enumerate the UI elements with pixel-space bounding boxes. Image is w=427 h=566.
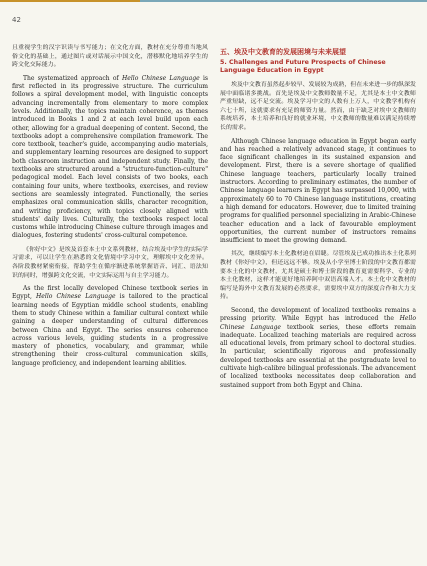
english-paragraph-4: Second, the development of localized textbooks remains a pressing priority. While Egypt has introduced the Hello Chinese Language textbook series, these efforts remain inadequate. Localized teaching materials are required across all educational levels, from primary school to doctoral studies. In particular, scientifically rigorous and professionally developed textbooks are essential at the postgraduate level to cultivate high-calibre bilingual professionals. The advancement of localized textbooks necessitates deep collaboration and sustained support from both Egypt and China. (220, 306, 416, 389)
book-title: Hello Chinese Language (220, 315, 416, 331)
book-title: Hello Chinese Language (122, 74, 200, 82)
left-column (12, 44, 208, 373)
chinese-paragraph-2: 《你好中文》是埃及首套本土中文系列教材，结合埃及中学生的实际学习需求，可以让学生在熟悉的文化情境中学习中文，理解埃中文化差异。各阶段教材紧密衔接，帮助学生在循序渐进系统掌握语音、词汇、语法知识的同时，增强跨文化交流，中文实际运用与自主学习能力。 (12, 246, 208, 279)
chinese-paragraph-4: 其次，继续编写本土化教材迫在眉睫。尽管埃及已成功推出本土化系列教材《你好中文》，但还远远不够。埃及从小学至博士阶段的中文教育都需要本土化的中文教材，尤其是硕士和博士阶段的教育更需要科学、专业的本土化教材，这样才能更好地培养阿中双语高端人才。本土化中文教材的编写是海外中文教育发展的必然要求，需要埃中双方的深度合作和大力支持。 (220, 251, 416, 301)
chinese-paragraph-1: 且重视学生的汉字识读与书写能力；在文化方面，教材在充分尊重当地风俗文化的基础上，通过图片或对话展示中国文化，潜移默化地培养学生的跨文化交际能力。 (12, 45, 208, 69)
blue-accent-line (140, 0, 427, 2)
english-paragraph-1: The systematized approach of Hello Chinese Language is first reflected in its progressive structure. The curriculum follows a spiral development model, with linguistic concepts advancing incrementally from elementary to more complex levels. Additionally, the topics maintain coherence, as themes introduced in Books 1 and 2 at each level build upon each other, allowing for a gradual deepening of content. Second, the textbooks adopt a comprehensive compilation framework. The core textbook, teacher's guide, accompanying audio materials, and supplementary learning resources are designed to support both classroom instruction and independent study. Finally, the textbooks are structured around a "structure-function-culture" pedagogical model. Each level consists of two books, each containing four units, where textbooks, exercises, and review sections are seamlessly integrated. Functionally, the series emphasizes oral communication skills, character recognition, and writing proficiency, with topics closely aligned with students' daily lives. Culturally, the textbooks respect local customs while introducing Chinese culture through images and dialogues, fostering students' cross-cultural competence. (12, 74, 209, 240)
english-paragraph-3: Although Chinese language education in Egypt began early and has reached a relatively advanced stage, it continues to face significant challenges in its sustained expansion and development. First, there is a severe shortage of qualified Chinese language teachers, particularly locally trained instructors. According to preliminary estimates, the number of Chinese language learners in Egypt has surpassed 10,000, with approximately 60 to 70 Chinese language institutions, creating a high demand for educators. However, due to limited training programs for qualified personnel specializing in Arabic-Chinese teacher education and a lack of favourable employment opportunities, the current number of instructors remains insufficient to meet the growing demand. (220, 137, 416, 245)
section-heading-chinese: 五、埃及中文教育的发展困境与未来展望 (220, 48, 346, 56)
top-decorative-bar (0, 0, 427, 14)
english-paragraph-2: As the first locally developed Chinese textbook series in Egypt, Hello Chinese Language is tailored to the practical learning needs of Egyptian middle school students, enabling them to study Chinese within a familiar cultural context while gaining a deeper understanding of cultural differences between China and Egypt. The series ensures coherence across various levels, guiding students in a progressive mastery of phonetics, vocabulary, and grammar, while strengthening their cross-cultural communication skills, language proficiency, and independent learning abilities. (12, 285, 208, 367)
book-title: Hello Chinese Language (36, 293, 116, 301)
right-column (220, 47, 416, 395)
chinese-paragraph-3: 埃及中文教育虽然起步较早、发展较为成熟，但在未来进一步的纵深发展中面临诸多挑战。首先是埃及中文教师数量不足，尤其是本土中文教师严重短缺，远不足交流。埃及学习中文的人数有上万人，中文教学机构有六七十所，这就要求有充足的师资力量。然而，由于缺乏对埃中文教师的系统培养，本土培养和良好的就业环境，中文教师的数量难以满足持续增长的需求。 (220, 82, 416, 131)
section-heading-english: 5. Challenges and Future Prospects of Chinese Language Education in Egypt (220, 59, 386, 74)
gold-accent-line (0, 0, 140, 2)
page-number: 42 (12, 16, 21, 24)
